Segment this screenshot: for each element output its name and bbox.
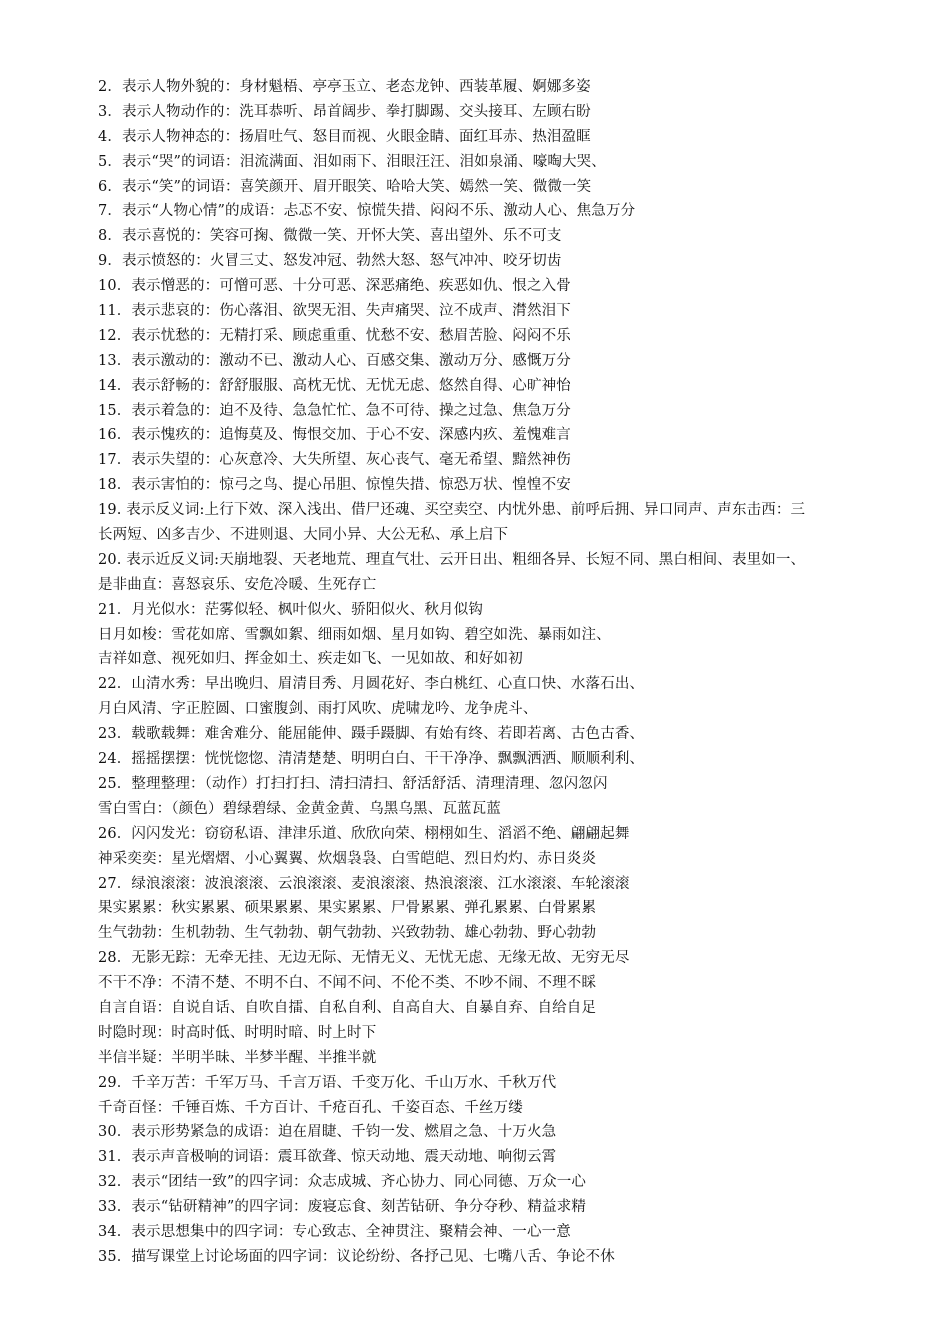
text-line: 时隐时现：时高时低、时明时暗、时上时下 bbox=[98, 1024, 377, 1041]
text-line: 22．山清水秀：早出晚归、眉清目秀、月圆花好、李白桃红、心直口快、水落石出、 bbox=[98, 676, 645, 693]
text-line: 34．表示思想集中的四字词：专心致志、全神贯注、聚精会神、一心一意 bbox=[98, 1223, 571, 1240]
text-line: 7．表示“人物心情”的成语：忐忑不安、惊慌失措、闷闷不乐、激动人心、焦急万分 bbox=[98, 203, 636, 220]
text-line: 雪白雪白：（颜色）碧绿碧绿、金黄金黄、乌黑乌黑、瓦蓝瓦蓝 bbox=[98, 800, 501, 817]
text-line: 32．表示“团结一致”的四字词：众志成城、齐心协力、同心同德、万众一心 bbox=[98, 1174, 587, 1191]
text-line: 日月如梭：雪花如席、雪飘如絮、细雨如烟、星月如钩、碧空如洗、暴雨如注、 bbox=[98, 626, 611, 643]
text-line: 10．表示憎恶的：可憎可恶、十分可恶、深恶痛绝、疾恶如仇、恨之入骨 bbox=[98, 278, 571, 295]
text-line: 31．表示声音极响的词语：震耳欲聋、惊天动地、震天动地、响彻云霄 bbox=[98, 1149, 557, 1166]
text-line: 27．绿浪滚滚：波浪滚滚、云浪滚滚、麦浪滚滚、热浪滚滚、江水滚滚、车轮滚滚 bbox=[98, 875, 630, 892]
text-line: 16．表示愧疚的：追悔莫及、悔恨交加、于心不安、深感内疚、羞愧难言 bbox=[98, 427, 571, 444]
text-line: 21．月光似水：茫雾似轻、枫叶似火、骄阳似火、秋月似钩 bbox=[98, 601, 483, 618]
text-line: 28．无影无踪：无牵无挂、无边无际、无情无义、无忧无虑、无缘无故、无穷无尽 bbox=[98, 950, 630, 967]
vocabulary-list bbox=[98, 75, 858, 1270]
text-line: 吉祥如意、视死如归、挥金如土、疾走如飞、一见如故、和好如初 bbox=[98, 651, 523, 668]
text-line: 35．描写课堂上讨论场面的四字词：议论纷纷、各抒己见、七嘴八舌、争论不休 bbox=[98, 1248, 615, 1265]
text-line: 长两短、凶多吉少、不进则退、大同小异、大公无私、承上启下 bbox=[98, 527, 509, 544]
text-line: 24．摇摇摆摆：恍恍惚惚、清清楚楚、明明白白、干干净净、飘飘洒洒、顺顺利利、 bbox=[98, 751, 645, 768]
text-line: 19. 表示反义词:上行下效、深入浅出、借尸还魂、买空卖空、内忧外患、前呼后拥、异口同声、声东击西：三 bbox=[98, 502, 806, 519]
text-line: 33．表示“钻研精神”的四字词：废寝忘食、刻苦钻研、争分夺秒、精益求精 bbox=[98, 1199, 587, 1216]
text-line: 6．表示“笑”的词语：喜笑颜开、眉开眼笑、哈哈大笑、嫣然一笑、微微一笑 bbox=[98, 178, 592, 195]
text-line: 25．整理整理：（动作）打扫打扫、清扫清扫、舒活舒活、清理清理、忽闪忽闪 bbox=[98, 775, 608, 792]
text-line: 23．载歌载舞：难舍难分、能屈能伸、蹑手蹑脚、有始有终、若即若离、古色古香、 bbox=[98, 726, 645, 743]
text-line: 5．表示“哭”的词语：泪流满面、泪如雨下、泪眼汪汪、泪如泉涌、嚎啕大哭、 bbox=[98, 153, 606, 170]
text-line: 不干不净：不清不楚、不明不白、不闻不问、不伦不类、不吵不闹、不理不睬 bbox=[98, 975, 597, 992]
text-line: 自言自语：自说自话、自吹自擂、自私自利、自高自大、自暴自弃、自给自足 bbox=[98, 999, 597, 1016]
text-line: 生气勃勃：生机勃勃、生气勃勃、朝气勃勃、兴致勃勃、雄心勃勃、野心勃勃 bbox=[98, 925, 597, 942]
text-line: 8．表示喜悦的：笑容可掬、微微一笑、开怀大笑、喜出望外、乐不可支 bbox=[98, 228, 562, 245]
text-line: 14．表示舒畅的：舒舒服服、高枕无忧、无忧无虑、悠然自得、心旷神怡 bbox=[98, 377, 571, 394]
text-line: 3．表示人物动作的：洗耳恭听、昂首阔步、拳打脚踢、交头接耳、左顾右盼 bbox=[98, 103, 591, 120]
text-line: 半信半疑：半明半昧、半梦半醒、半推半就 bbox=[98, 1049, 377, 1066]
text-line: 11．表示悲哀的：伤心落泪、欲哭无泪、失声痛哭、泣不成声、潸然泪下 bbox=[98, 303, 571, 320]
text-line: 29．千辛万苦：千军万马、千言万语、千变万化、千山万水、千秋万代 bbox=[98, 1074, 557, 1091]
text-line: 20. 表示近反义词:天崩地裂、天老地荒、理直气壮、云开日出、粗细各异、长短不同、黑白相间、表里如一、 bbox=[98, 551, 806, 568]
text-line: 12．表示忧愁的：无精打采、顾虑重重、忧愁不安、愁眉苦脸、闷闷不乐 bbox=[98, 327, 571, 344]
text-line: 9．表示愤怒的：火冒三丈、怒发冲冠、勃然大怒、怒气冲冲、咬牙切齿 bbox=[98, 253, 562, 270]
text-line: 果实累累：秋实累累、硕果累累、果实累累、尸骨累累、弹孔累累、白骨累累 bbox=[98, 900, 597, 917]
text-line: 月白风清、字正腔圆、口蜜腹剑、雨打风吹、虎啸龙吟、龙争虎斗、 bbox=[98, 701, 538, 718]
text-line: 4．表示人物神态的：扬眉吐气、怒目而视、火眼金睛、面红耳赤、热泪盈眶 bbox=[98, 128, 591, 145]
text-line: 30．表示形势紧急的成语：迫在眉睫、千钧一发、燃眉之急、十万火急 bbox=[98, 1124, 557, 1141]
text-line: 2．表示人物外貌的：身材魁梧、亭亭玉立、老态龙钟、西装革履、婀娜多姿 bbox=[98, 79, 591, 95]
text-line: 17．表示失望的：心灰意冷、大失所望、灰心丧气、毫无希望、黯然神伤 bbox=[98, 452, 571, 469]
text-line: 26．闪闪发光：窃窃私语、津津乐道、欣欣向荣、栩栩如生、滔滔不绝、翩翩起舞 bbox=[98, 825, 630, 842]
text-line: 神采奕奕：星光熠熠、小心翼翼、炊烟袅袅、白雪皑皑、烈日灼灼、赤日炎炎 bbox=[98, 850, 597, 867]
text-line: 千奇百怪：千锤百炼、千方百计、千疮百孔、千姿百态、千丝万缕 bbox=[98, 1099, 523, 1116]
text-line: 15．表示着急的：迫不及待、急急忙忙、急不可待、操之过急、焦急万分 bbox=[98, 402, 571, 419]
text-line: 18．表示害怕的：惊弓之鸟、提心吊胆、惊惶失措、惊恐万状、惶惶不安 bbox=[98, 477, 571, 494]
text-line: 是非曲直：喜怒哀乐、安危冷暖、生死存亡 bbox=[98, 576, 377, 593]
text-line: 13．表示激动的：激动不已、激动人心、百感交集、激动万分、感慨万分 bbox=[98, 352, 571, 369]
